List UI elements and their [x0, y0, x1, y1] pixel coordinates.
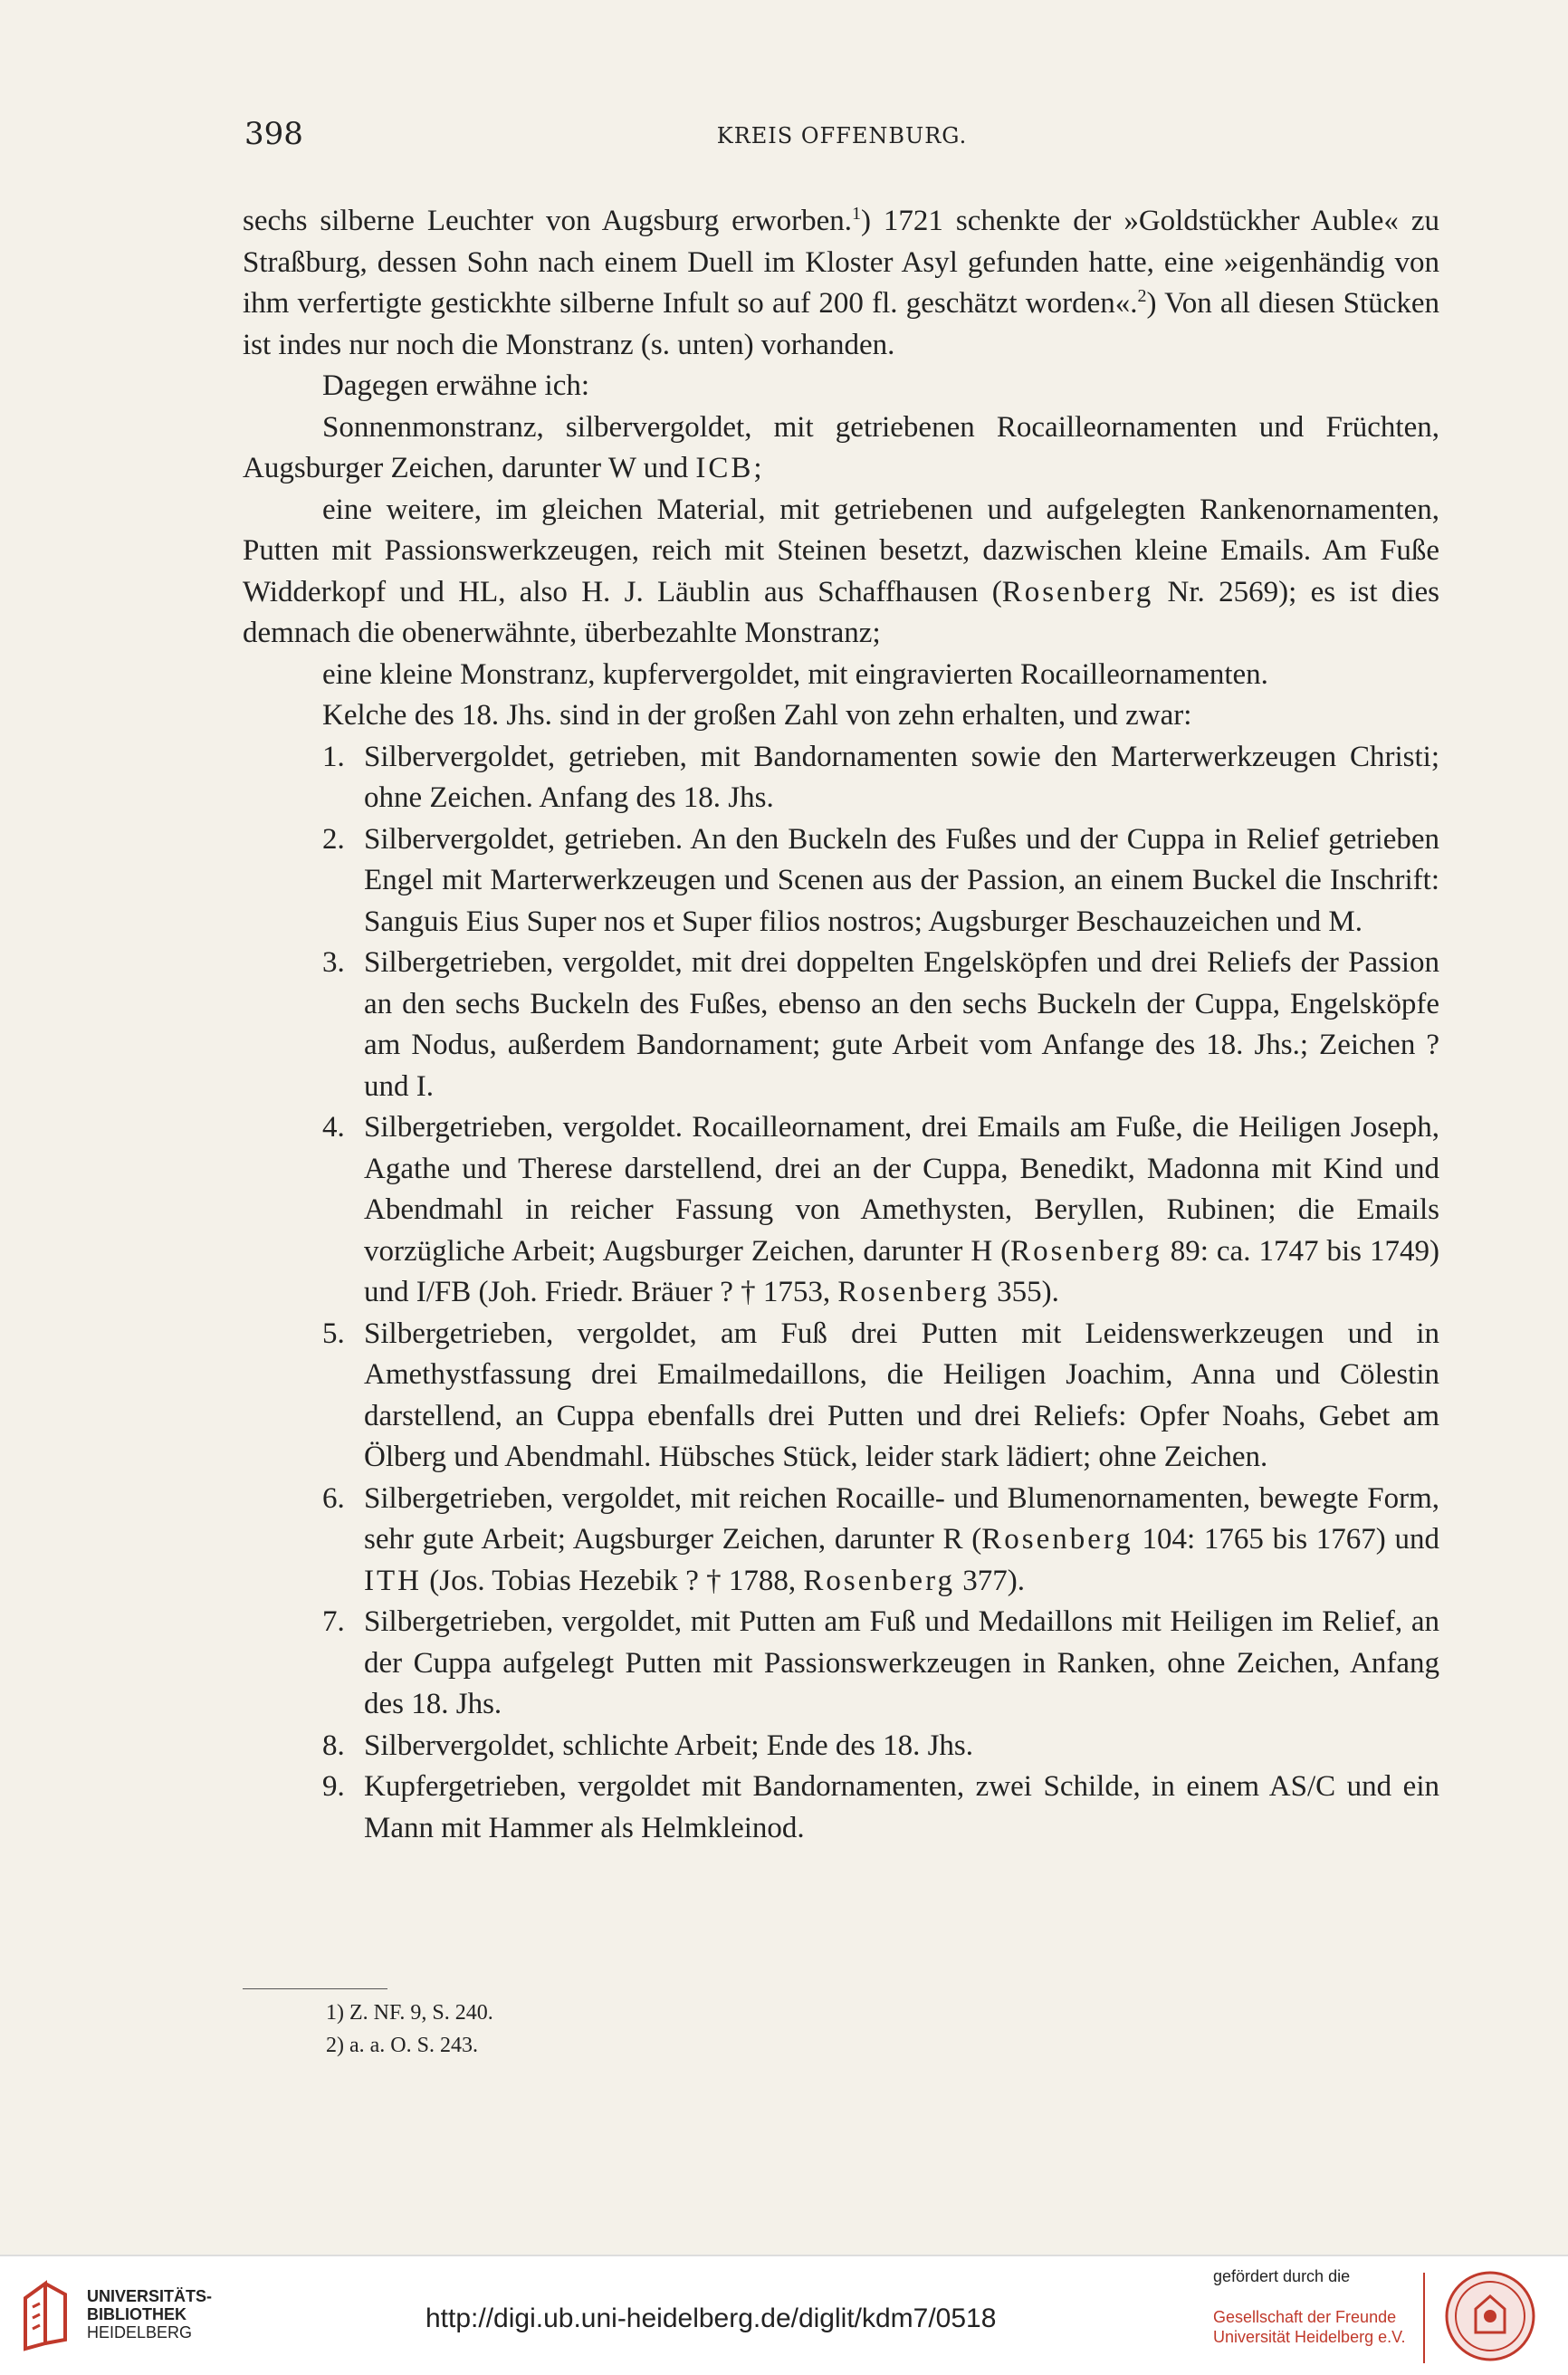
list-item-text: Silbergetrieben, vergoldet, mit Putten am Fuß und Medaillons mit Heiligen im Relief, an der Cuppa aufgelegt Putten mit Passionswerkzeugen in Ranken, ohne Zeichen, Anfang des 18. Jhs. [364, 1605, 1439, 1720]
library-logo-icon [18, 2280, 72, 2352]
footnote-1: 1) Z. NF. 9, S. 240. [326, 2001, 493, 2025]
list-item-text: Silbervergoldet, schlichte Arbeit; Ende des 18. Jhs. [364, 1729, 974, 1762]
running-head: KREIS OFFENBURG. [716, 123, 968, 148]
footnote-rule [243, 1988, 387, 1989]
footnote-2: 2) a. a. O. S. 243. [326, 2034, 478, 2057]
list-item [243, 1767, 1439, 1849]
list-item-text: Silbergetrieben, vergoldet, am Fuß drei Putten mit Leidenswerkzeugen und in Amethystfassung drei Emailmedaillons, die Heiligen Joachim, Anna und Cölestin darstellend, an Cuppa ebenfalls drei Putten und drei Reliefs: Opfer Noahs, Gebet am Ölberg und Abendmahl. Hübsches Stück, leider stark lädiert; ohne Zeichen. [364, 1317, 1439, 1473]
paragraph-3: Sonnenmonstranz, silbervergoldet, mit getriebenen Rocailleornamenten und Früchten, Augsburger Zeichen, darunter W und ICB; [243, 410, 1439, 484]
paragraph-2: Dagegen erwähne ich: [322, 369, 590, 402]
page-header [244, 116, 1439, 152]
list-item-number: 7. [322, 1605, 345, 1638]
list-item-text: Silbervergoldet, getrieben, mit Bandornamenten sowie den Marterwerkzeugen Christi; ohne Zeichen. Anfang des 18. Jhs. [364, 740, 1439, 814]
list-item [243, 737, 1439, 819]
list-item-text: Silbergetrieben, vergoldet, mit reichen Rocaille- und Blumenornamenten, bewegte Form, sehr gute Arbeit; Augsburger Zeichen, darunter R (Rosenberg 104: 1765 bis 1767) und ITH (Jos. Tobias Hezebik ? † 1788, Rosenberg 377). [364, 1481, 1440, 1597]
list-item-number: 6. [322, 1481, 345, 1515]
list-item [243, 1479, 1439, 1603]
footer-bar [0, 2255, 1568, 2375]
sponsor-caption: gefördert durch die [1213, 2267, 1351, 2285]
permalink-url[interactable]: http://digi.ub.uni-heidelberg.de/diglit/kdm7/0518 [425, 2303, 997, 2333]
list-item-number: 1. [322, 740, 345, 773]
list-item [243, 1602, 1439, 1726]
list-item-number: 2. [322, 822, 345, 856]
sponsor-name: Gesellschaft der Freunde Universität Heidelberg e.V. [1213, 2308, 1406, 2346]
footer-divider [1423, 2273, 1425, 2363]
list-item [243, 943, 1439, 1107]
list-item-text: Silbergetrieben, vergoldet, mit drei doppelten Engelsköpfen und drei Reliefs der Passion an den sechs Buckeln des Fußes, ebenso an den sechs Buckeln der Cuppa, Engelsköpfe am Nodus, außerdem Bandornament; gute Arbeit vom Anfange des 18. Jhs.; Zeichen ? und I. [364, 946, 1439, 1103]
list-item [243, 1314, 1439, 1479]
chalice-list [243, 737, 1439, 1850]
list-item-text: Silbervergoldet, getrieben. An den Buckeln des Fußes und der Cuppa in Relief getrieben Engel mit Marterwerkzeugen und Scenen aus der Passion, an einem Buckel die Inschrift: Sanguis Eius Super nos et Super filios nostros; Augsburger Beschauzeichen und M. [364, 822, 1439, 938]
list-item-number: 9. [322, 1770, 345, 1803]
paragraphs [243, 201, 1439, 737]
footnotes [326, 1997, 493, 2062]
society-seal-icon [1443, 2269, 1537, 2363]
paragraph-4: eine weitere, im gleichen Material, mit getriebenen und aufgelegten Rankenornamenten, Putten mit Passionswerkzeugen, reich mit Steinen besetzt, dazwischen kleine Emails. Am Fuße Widderkopf und HL, also H. J. Läublin aus Schaffhausen (Rosenberg Nr. 2569); es ist dies demnach die obenerwähnte, überbezahlte Monstranz; [243, 493, 1439, 649]
list-item-number: 4. [322, 1111, 345, 1144]
list-item-text: Silbergetrieben, vergoldet. Rocailleornament, drei Emails am Fuße, die Heiligen Joseph, Agathe und Therese darstellend, drei an der Cuppa, Benedikt, Madonna mit Kind und Abendmahl in reicher Fassung von Amethysten, Beryllen, Rubinen; die Emails vorzügliche Arbeit; Augsburger Zeichen, darunter H (Rosenberg 89: ca. 1747 bis 1749) und I/FB (Joh. Friedr. Bräuer ? † 1753, Rosenberg 355). [364, 1111, 1439, 1308]
list-item-number: 8. [322, 1729, 345, 1762]
paragraph-5: eine kleine Monstranz, kupfervergoldet, mit eingravierten Rocailleornamenten. [322, 657, 1268, 691]
list-item [243, 1726, 1439, 1767]
library-name: UNIVERSITÄTS- BIBLIOTHEK HEIDELBERG [87, 2287, 213, 2341]
list-item [243, 819, 1439, 943]
page-number: 398 [244, 116, 303, 152]
paragraph-1: sechs silberne Leuchter von Augsburg erworben.$^1$) 1721 schenkte der »Goldstückher Auble« zu Straßburg, dessen Sohn nach einem Duell im Kloster Asyl gefunden hatte, eine »eigenhändig von ihm verfertigte gestickhte silberne Infult so auf 200 fl. geschätzt worden«.$^2$) Von all diesen Stücken ist indes nur noch die Monstranz (s. unten) vorhanden. [243, 204, 1439, 361]
list-item-number: 5. [322, 1317, 345, 1350]
paragraph-6: Kelche des 18. Jhs. sind in der großen Zahl von zehn erhalten, und zwar: [322, 699, 1192, 732]
list-item-text: Kupfergetrieben, vergoldet mit Bandornamenten, zwei Schilde, in einem AS/C und ein Mann mit Hammer als Helmkleinod. [364, 1770, 1439, 1844]
list-item [243, 1107, 1439, 1314]
body-text [243, 201, 1439, 1849]
list-item-number: 3. [322, 946, 345, 979]
